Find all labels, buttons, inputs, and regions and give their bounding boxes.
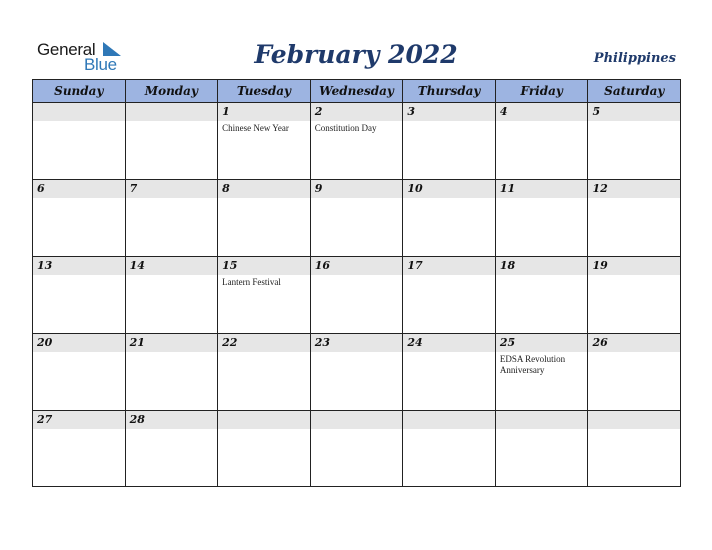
date-band	[496, 411, 588, 429]
weeks-container	[33, 103, 680, 487]
day-cell	[403, 257, 496, 333]
day-cell	[588, 103, 680, 179]
weekday-sunday: Sunday	[33, 80, 126, 102]
date-number: 6	[37, 182, 45, 195]
date-band	[126, 180, 218, 198]
date-number: 25	[499, 336, 516, 349]
date-band	[496, 103, 588, 121]
day-cell	[403, 180, 496, 256]
day-cell	[311, 257, 404, 333]
date-number: 7	[129, 182, 138, 195]
date-band	[311, 103, 403, 121]
day-cell	[588, 257, 680, 333]
date-number: 15	[222, 259, 238, 272]
date-number: 23	[314, 336, 331, 349]
day-cell	[403, 411, 496, 487]
day-cell	[218, 411, 311, 487]
weekday-saturday: Saturday	[604, 84, 665, 98]
day-cell	[218, 334, 311, 410]
holiday-label: Constitution Day	[314, 123, 377, 133]
date-band	[403, 411, 495, 429]
weekday-thursday: Thursday	[403, 80, 496, 102]
day-cell	[403, 334, 496, 410]
date-number: 13	[37, 259, 53, 272]
day-cell	[311, 411, 404, 487]
week-row	[33, 411, 680, 487]
day-cell	[496, 103, 589, 179]
day-cell	[403, 103, 496, 179]
logo-word-general: General	[37, 40, 96, 59]
day-cell	[496, 334, 589, 410]
date-number: 11	[499, 182, 516, 195]
date-number: 22	[222, 336, 238, 349]
calendar-title: February 2022	[254, 40, 458, 69]
day-cell	[33, 334, 126, 410]
day-cell	[496, 180, 589, 256]
date-number: 12	[592, 182, 608, 195]
day-cell	[126, 334, 219, 410]
date-number: 27	[37, 413, 53, 426]
date-number: 19	[592, 259, 608, 272]
day-cell	[311, 103, 404, 179]
date-number: 3	[407, 105, 415, 118]
date-band	[218, 411, 310, 429]
date-band	[311, 411, 403, 429]
date-band	[311, 180, 403, 198]
day-cell	[33, 411, 126, 487]
weekday-monday: Monday	[126, 80, 219, 102]
date-band	[126, 103, 218, 121]
date-band	[588, 411, 680, 429]
date-number: 24	[407, 336, 423, 349]
country-label: Philippines	[593, 51, 676, 66]
date-number: 20	[37, 336, 53, 349]
weekday-tuesday: Tuesday	[218, 80, 311, 102]
day-cell	[311, 180, 404, 256]
date-band	[33, 103, 125, 121]
day-cell	[126, 180, 219, 256]
date-number: 26	[592, 336, 608, 349]
day-cell	[588, 180, 680, 256]
day-cell	[126, 257, 219, 333]
holiday-label: EDSA Revolution Anniversary	[499, 354, 566, 375]
date-number: 10	[407, 182, 423, 195]
day-cell	[126, 411, 219, 487]
date-band	[588, 103, 680, 121]
week-row	[33, 257, 680, 334]
date-number: 21	[129, 336, 145, 349]
date-band	[33, 180, 125, 198]
date-number: 18	[499, 259, 516, 272]
holiday-label: Lantern Festival	[222, 277, 281, 287]
week-row	[33, 180, 680, 257]
holiday-label: Chinese New Year	[222, 123, 289, 133]
date-number: 4	[499, 105, 508, 118]
date-band	[403, 103, 495, 121]
date-number: 28	[129, 413, 145, 426]
day-cell	[33, 257, 126, 333]
day-cell	[33, 103, 126, 179]
day-cell	[311, 334, 404, 410]
date-number: 5	[592, 105, 601, 118]
date-number: 16	[314, 259, 331, 272]
weekday-friday: Friday	[496, 80, 589, 102]
date-number: 9	[314, 182, 323, 195]
date-number: 17	[407, 259, 423, 272]
weekday-header-row	[33, 80, 680, 103]
day-cell	[588, 334, 680, 410]
day-cell	[218, 103, 311, 179]
day-cell	[496, 411, 589, 487]
day-cell	[588, 411, 680, 487]
day-cell	[126, 103, 219, 179]
day-cell	[33, 180, 126, 256]
logo-word-blue: Blue	[84, 55, 117, 74]
date-band	[218, 103, 310, 121]
week-row	[33, 103, 680, 180]
date-number: 14	[129, 259, 145, 272]
date-band	[218, 180, 310, 198]
date-number: 1	[222, 105, 230, 118]
day-cell	[496, 257, 589, 333]
calendar-grid	[32, 79, 681, 487]
date-number: 2	[314, 105, 323, 118]
day-cell	[218, 257, 311, 333]
weekday-wednesday: Wednesday	[311, 80, 404, 102]
week-row	[33, 334, 680, 411]
day-cell	[218, 180, 311, 256]
date-number: 8	[222, 182, 230, 195]
